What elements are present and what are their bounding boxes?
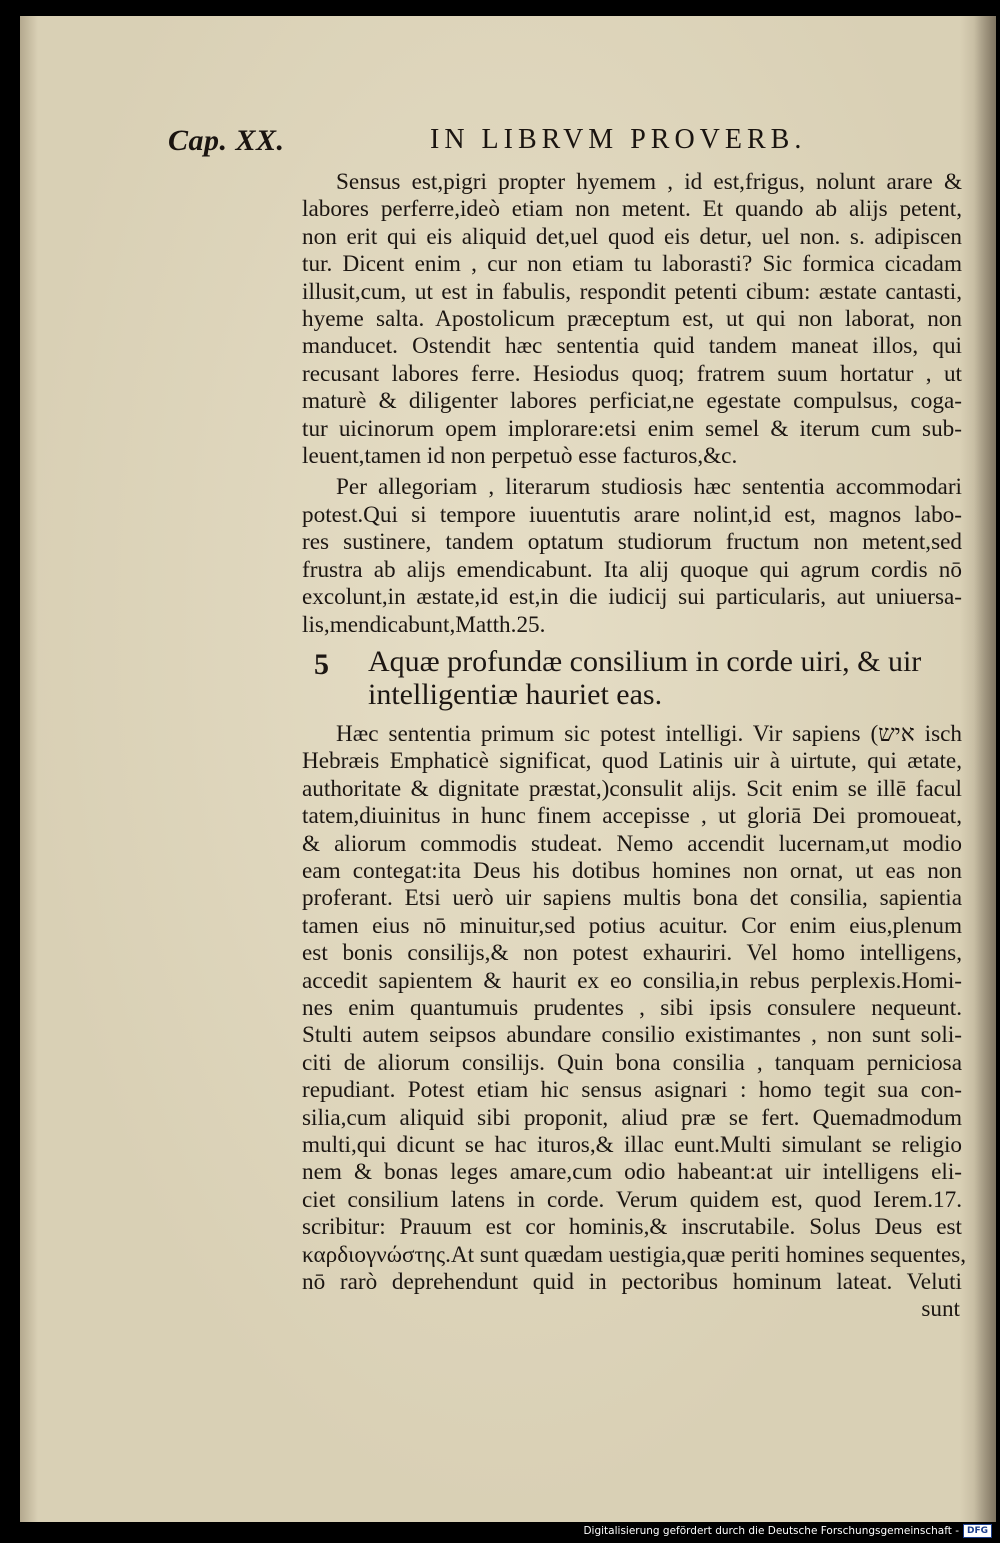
text-line: est bonis consilijs,& non potest exhauriri. Vel homo intelligens,: [302, 940, 962, 967]
text-line: leuent,tamen id non perpetuò esse facturos,&c.: [302, 443, 738, 470]
verse-line: Aquæ profundæ consilium in corde uiri, & uir: [368, 644, 922, 678]
text-line: labores perferre,ideò etiam non metent. Et quando ab alijs petent,: [302, 196, 962, 223]
text-line: authoritate & dignitate præstat,)consulit alijs. Scit enim se illē facul: [302, 775, 962, 802]
text-line: Per allegoriam , literarum studiosis hæc sententia accommodari: [336, 474, 962, 501]
text-line: & aliorum commodis studeat. Nemo accendit lucernam,ut modio: [302, 830, 962, 857]
text-line: nō rarò deprehendunt quid in pectoribus hominum lateat. Veluti: [302, 1269, 962, 1296]
dfg-logo: DFG: [963, 1524, 992, 1538]
text-line: recusant labores ferre. Hesiodus quoq; fratrem suum hortatur , ut: [302, 360, 962, 387]
text-line: tatem,diuinitus in hunc finem accepisse , ut gloriā Dei promoueat,: [302, 803, 962, 830]
text-line: lis,mendicabunt,Matth.25.: [302, 611, 546, 638]
main-text: [302, 169, 967, 1324]
verse-block: [302, 645, 962, 711]
text-line: καρδιογνώστης.At sunt quædam uestigia,quæ periti homines sequentes,: [302, 1241, 967, 1268]
text-line: illusit,cum, ut est in fabulis, respondit petenti cibum: æstate cantasti,: [302, 278, 962, 305]
paragraph-3: [302, 720, 967, 1324]
text-line: repudiant. Potest etiam hic sensus asignari : homo tegit sua con-: [302, 1077, 962, 1104]
text-line: nem & bonas leges amare,cum odio habeant:at uir intelligens eli-: [302, 1159, 962, 1186]
verse-text: [302, 645, 962, 711]
paragraph-2: [302, 474, 962, 638]
verse-number: 5: [314, 647, 329, 681]
credit-text: Digitalisierung gefördert durch die Deutsche Forschungsgemeinschaft -: [583, 1525, 959, 1537]
book-page: [20, 16, 996, 1522]
digitization-credit: [583, 1524, 992, 1538]
text-line: multi,qui dicunt se hac ituros,& illac eunt.Multi simulant se religio: [302, 1132, 962, 1158]
text-line: res sustinere, tandem optatum studiorum fructum non metent,sed: [302, 529, 962, 556]
gutter-shadow: [974, 16, 996, 1522]
text-line: Sensus est,pigri propter hyemem , id est,frigus, nolunt arare &: [336, 169, 962, 195]
paragraph-1: [302, 169, 962, 470]
text-line: citi de aliorum consilijs. Quin bona consilia , tanquam perniciosa: [302, 1049, 962, 1076]
text-line: manducet. Ostendit hæc sententia quid tandem maneat illos, qui: [302, 333, 962, 360]
text-line: Hebræis Emphaticè significat, quod Latinis uir à uirtute, qui ætate,: [302, 748, 962, 775]
chapter-marker: Cap. XX.: [168, 124, 285, 157]
text-line: silia,cum aliquid sibi proponit, aliud præ se fert. Quemadmodum: [302, 1104, 962, 1131]
text-line: non erit qui eis aliquid det,uel quod eis detur, uel non. s. adipiscen: [302, 223, 962, 250]
text-line: accedit sapientem & haurit ex eo consilia,in rebus perplexis.Homi-: [302, 967, 962, 994]
text-line: excolunt,in æstate,id est,in die iudicij sui particularis, aut uniuersa-: [302, 584, 962, 611]
text-line: scribitur: Prauum est cor hominis,& inscrutabile. Solus Deus est: [302, 1214, 962, 1241]
text-line: tamen eius nō minuitur,sed potius acuitur. Cor enim eius,plenum: [302, 912, 962, 939]
text-line: Hæc sententia primum sic potest intelligi. Vir sapiens (איש isch: [336, 720, 962, 747]
text-line: proferant. Etsi uerò uir sapiens multis bona det consilia, sapientia: [302, 885, 962, 912]
text-line: maturè & diligenter labores perficiat,ne egestate compulsus, coga-: [302, 388, 962, 415]
text-line: frustra ab alijs emendicabunt. Ita alij quoque qui agrum cordis nō: [302, 556, 962, 583]
text-line: tur uicinorum opem implorare:etsi enim semel & iterum cum sub-: [302, 415, 962, 442]
text-line: tur. Dicent enim , cur non etiam tu laborasti? Sic formica cicadam: [302, 251, 962, 278]
text-line: nes enim quantumuis prudentes , sibi ipsis consulere nequeunt.: [302, 994, 962, 1021]
text-line: Stulti autem seipsos abundare consilio existimantes , non sunt soli-: [302, 1022, 962, 1049]
text-line: eam contegat:ita Deus his dotibus homines non ornat, ut eas non: [302, 857, 962, 884]
catchword: sunt: [921, 1296, 960, 1323]
text-line: potest.Qui si tempore iuuentutis arare nolint,id est, magnos labo-: [302, 501, 962, 528]
running-title: IN LIBRVM PROVERB.: [430, 124, 807, 155]
text-line: hyeme salta. Apostolicum præceptum est, ut qui non laborat, non: [302, 306, 962, 333]
verse-line: intelligentiæ hauriet eas.: [368, 677, 663, 711]
text-line: ciet consilium latens in corde. Verum quidem est, quod Ierem.17.: [302, 1186, 962, 1213]
